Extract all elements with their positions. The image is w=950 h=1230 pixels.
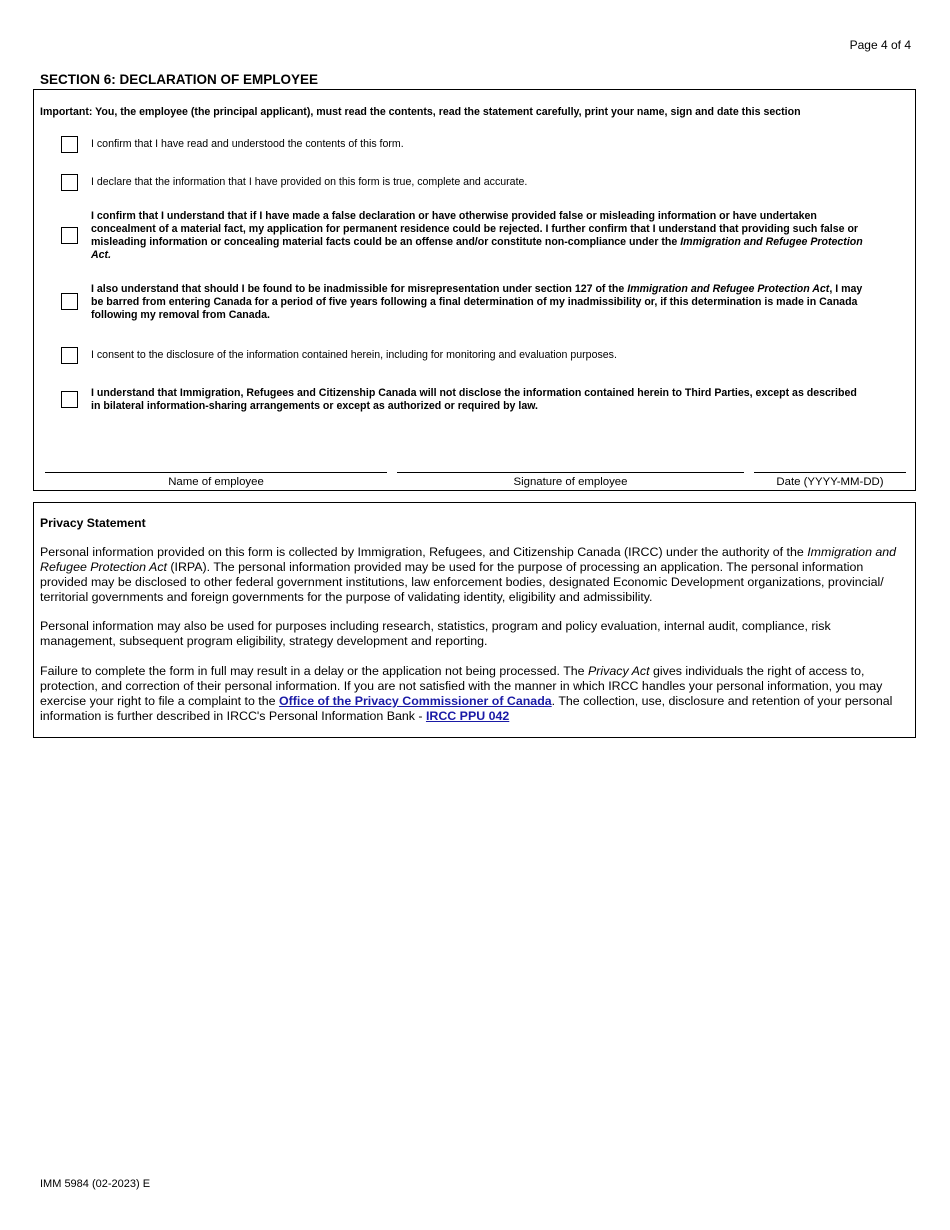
checkbox-true-accurate[interactable] bbox=[61, 174, 78, 191]
name-label: Name of employee bbox=[168, 476, 264, 488]
date-label: Date (YYYY-MM-DD) bbox=[776, 476, 884, 488]
statement-text: I understand that Immigration, Refugees and Citizenship Canada will not disclose the information contained herein to Third Parties, except as described in bilateral information-sharing arrangements or except as authorized or required by law. bbox=[91, 387, 857, 412]
privacy-paragraph-2: Personal information may also be used for purposes including research, statistics, program and policy evaluation, internal audit, compliance, risk management, subsequent program eligibility, strategy development and reporting. bbox=[40, 619, 831, 648]
privacy-title: Privacy Statement bbox=[40, 516, 146, 530]
important-notice: Important: You, the employee (the principal applicant), must read the contents, read the statement carefully, print your name, sign and date this section bbox=[40, 106, 801, 118]
privacy-commissioner-link[interactable]: Office of the Privacy Commissioner of Canada bbox=[278, 694, 552, 708]
checkbox-false-declaration[interactable] bbox=[61, 227, 78, 244]
checkbox-inadmissible[interactable] bbox=[61, 293, 78, 310]
page-number: Page 4 of 4 bbox=[849, 38, 911, 52]
ircc-ppu-042-link[interactable]: IRCC PPU 042 bbox=[425, 709, 510, 723]
statement-text: I declare that the information that I have provided on this form is true, complete and accurate. bbox=[91, 176, 528, 188]
checkbox-read-understood[interactable] bbox=[61, 136, 78, 153]
declaration-box bbox=[33, 89, 916, 491]
privacy-statement-box bbox=[33, 502, 916, 738]
statement-text: I also understand that should I be found to be inadmissible for misrepresentation under section 127 of the Immigration and Refugee Protection Act, I may be barred from entering Canada for a period of five years following a final determination of my inadmissibility or, if this determination is made in Canada following my removal from Canada. bbox=[91, 283, 863, 321]
signature-label: Signature of employee bbox=[513, 476, 628, 488]
form-id: IMM 5984 (02-2023) E bbox=[40, 1178, 151, 1190]
statement-text: I confirm that I understand that if I have made a false declaration or have otherwise provided false or misleading information or have undertaken concealment of a material fact, my application for permanent residence could be rejected. I further confirm that I understand that providing such false or misleading information or concealing material facts could be an offense and/or constitute non-compliance under the Immigration and Refugee Protection Act. bbox=[91, 210, 863, 261]
section-title: SECTION 6: DECLARATION OF EMPLOYEE bbox=[40, 72, 319, 87]
statement-text: I confirm that I have read and understood the contents of this form. bbox=[91, 138, 404, 150]
date-line[interactable] bbox=[754, 472, 906, 473]
privacy-paragraph-1: Personal information provided on this form is collected by Immigration, Refugees, and Citizenship Canada (IRCC) under the authority of the Immigration and Refugee Protection Act (IRPA). The personal information provided may be used for the purpose of processing an application. The personal information provided may be disclosed to other federal government institutions, law enforcement bodies, designated Economic Development organizations, provincial/ territorial governments and foreign governments for the purpose of validating identity, eligibility and admissibility. bbox=[40, 545, 897, 604]
name-line[interactable] bbox=[45, 472, 387, 473]
statement-text: I consent to the disclosure of the information contained herein, including for monitoring and evaluation purposes. bbox=[91, 349, 617, 361]
checkbox-third-parties[interactable] bbox=[61, 391, 78, 408]
checkbox-consent-disclosure[interactable] bbox=[61, 347, 78, 364]
privacy-paragraph-3: Failure to complete the form in full may result in a delay or the application not being processed. The Privacy Act gives individuals the right of access to, protection, and correction of their personal information. If you are not satisfied with the manner in which IRCC handles your personal information, you may exercise your right to file a complaint to the Office of the Privacy Commissioner of Canada. The collection, use, disclosure and retention of your personal information is further described in IRCC's Personal Information Bank - IRCC PPU 042 bbox=[40, 664, 893, 723]
signature-line[interactable] bbox=[397, 472, 744, 473]
